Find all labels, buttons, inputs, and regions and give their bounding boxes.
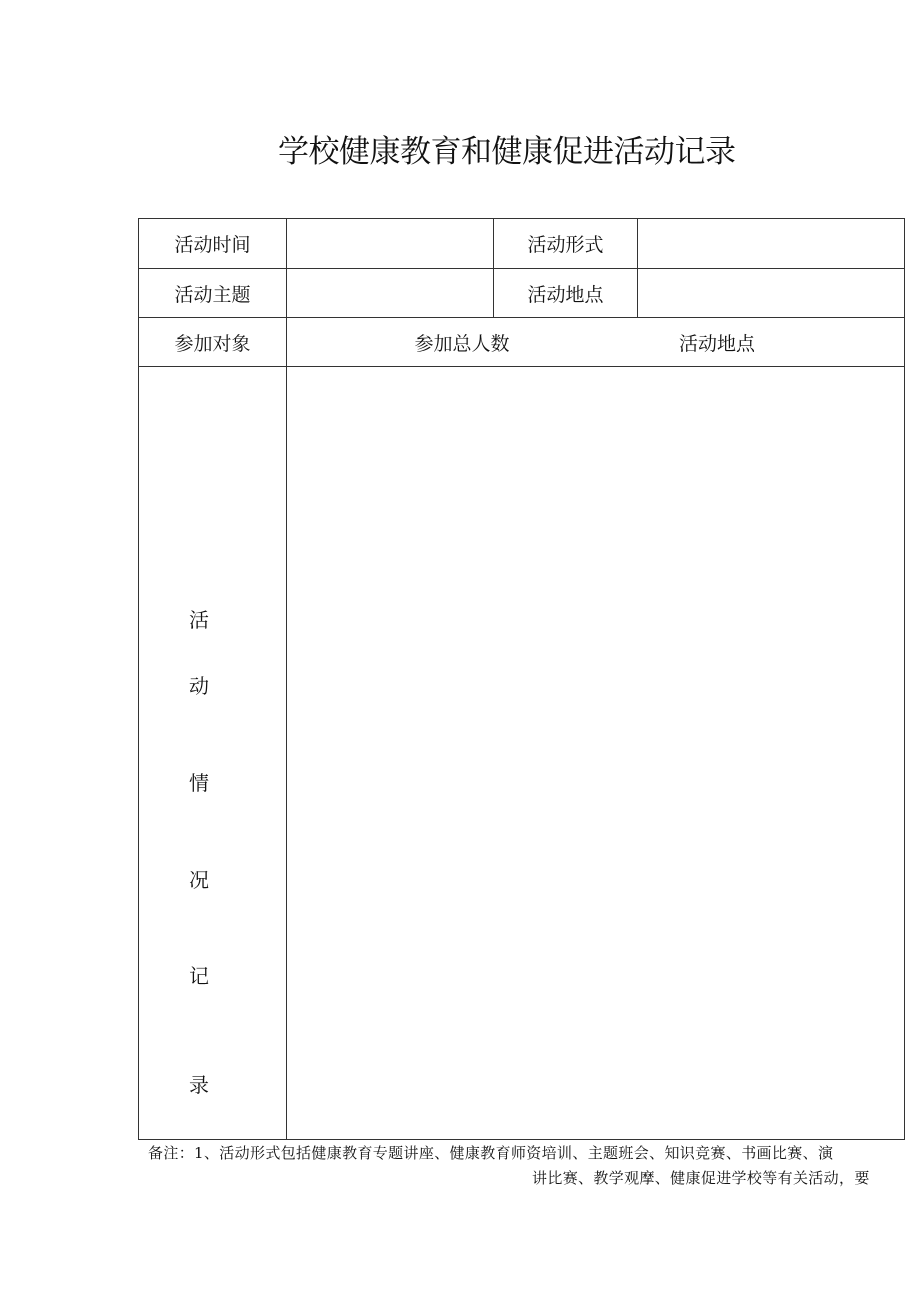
- activity-form-label: 活动形式: [527, 234, 604, 256]
- activity-topic-field[interactable]: [287, 269, 493, 317]
- record-label-char: 活: [189, 608, 209, 632]
- record-label-char: 记: [189, 964, 209, 988]
- note-line-1: 备注：1、活动形式包括健康教育专题讲座、健康教育师资培训、主题班会、知识竞赛、书画比赛、演: [148, 1144, 834, 1162]
- activity-location-field[interactable]: [638, 269, 904, 317]
- activity-record-content[interactable]: [287, 367, 904, 1139]
- activity-time-field[interactable]: [287, 219, 493, 268]
- activity-record-table: [138, 218, 905, 1140]
- activity-topic-label: 活动主题: [174, 283, 251, 306]
- page-title: 学校健康教育和健康促进活动记录: [278, 134, 736, 170]
- record-label-char: 况: [189, 868, 209, 892]
- record-label-char: 动: [189, 674, 209, 698]
- total-participants-label: 参加总人数: [414, 332, 510, 355]
- activity-location-label-2: 活动地点: [678, 332, 755, 355]
- note-line-2: 讲比赛、教学观摩、健康促进学校等有关活动，要: [532, 1169, 870, 1187]
- participants-label: 参加对象: [174, 332, 251, 355]
- activity-time-label: 活动时间: [174, 234, 251, 256]
- record-label-char: 录: [189, 1073, 209, 1097]
- activity-location-label: 活动地点: [527, 283, 604, 306]
- activity-form-field[interactable]: [638, 219, 904, 268]
- record-label-char: 情: [189, 771, 209, 795]
